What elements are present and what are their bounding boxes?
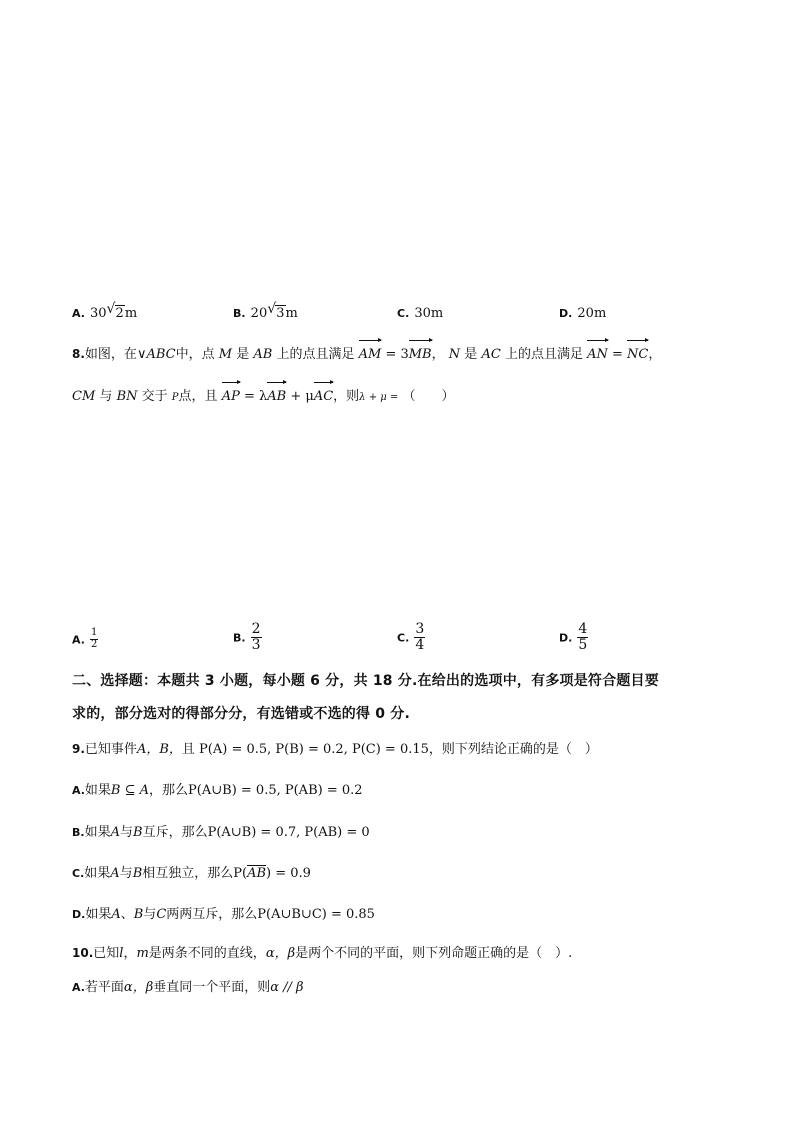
var: AB bbox=[253, 347, 273, 362]
math: B ⊆ A bbox=[110, 783, 150, 798]
text: 且 bbox=[181, 742, 195, 757]
text: 相互独立，那么 bbox=[142, 866, 234, 881]
option-label: D. bbox=[559, 631, 573, 645]
var: B bbox=[133, 907, 144, 922]
triangle-symbol: ∨ bbox=[136, 347, 147, 362]
unit: m bbox=[124, 306, 138, 321]
text: 交于 bbox=[141, 389, 168, 404]
text: 与 bbox=[99, 389, 113, 404]
text: 垂直同一个平面，则 bbox=[153, 980, 271, 995]
question-number: 8. bbox=[72, 347, 85, 361]
var: P bbox=[171, 392, 179, 403]
q7-option-b bbox=[233, 302, 298, 321]
op: = 3 bbox=[385, 347, 409, 362]
text: ， bbox=[123, 946, 137, 961]
q10-stem bbox=[72, 942, 572, 961]
fraction: $\frac{2}{3}$ bbox=[251, 621, 261, 653]
text: ， bbox=[648, 347, 662, 362]
option-label: C. bbox=[72, 867, 85, 880]
text: 是 bbox=[464, 347, 478, 362]
text: 、 bbox=[120, 907, 134, 922]
var: B bbox=[132, 866, 143, 881]
vector-AN: AN bbox=[587, 347, 608, 362]
var: M bbox=[218, 347, 233, 362]
op: + μ bbox=[290, 389, 314, 404]
option-label: C. bbox=[397, 631, 410, 645]
option-label: B. bbox=[233, 307, 246, 320]
text: 是 bbox=[236, 347, 250, 362]
text: 如果 bbox=[84, 866, 111, 881]
q7-option-a bbox=[72, 302, 137, 321]
math: P(A) = 0.5, P(B) = 0.2, P(C) = 0.15 bbox=[199, 742, 429, 757]
option-coef: 30 bbox=[90, 306, 107, 321]
question-number: 9. bbox=[72, 742, 85, 756]
text: 若平面 bbox=[84, 980, 124, 995]
q7-option-d bbox=[559, 302, 606, 321]
fraction: $\frac{4}{5}$ bbox=[578, 621, 588, 653]
vars: α，β bbox=[265, 946, 296, 961]
math-overline: AB bbox=[247, 866, 267, 881]
unit: m bbox=[285, 306, 298, 321]
section-heading-line2: 求的，部分选对的得部分分，有选错或不选的得 0 分. bbox=[72, 706, 411, 722]
vector-AP: AP bbox=[222, 389, 240, 404]
option-label: B. bbox=[233, 631, 246, 645]
var: CM bbox=[72, 389, 96, 404]
var: A bbox=[110, 866, 120, 881]
var: BN bbox=[116, 389, 138, 404]
var: m bbox=[136, 946, 149, 961]
q9-option-d bbox=[72, 903, 375, 922]
text: 与 bbox=[119, 825, 133, 840]
fraction: $\frac{3}{4}$ bbox=[415, 621, 425, 653]
text: 如果 bbox=[85, 907, 112, 922]
var: B bbox=[133, 825, 143, 840]
var: l bbox=[119, 946, 124, 961]
math: P( bbox=[233, 866, 248, 881]
vector-AC: AC bbox=[314, 389, 333, 404]
var: ABC bbox=[146, 347, 176, 362]
text: 上的点且满足 bbox=[504, 347, 583, 362]
var: N bbox=[448, 347, 461, 362]
var: A bbox=[110, 825, 120, 840]
option-label: A. bbox=[72, 981, 85, 994]
var: AC bbox=[481, 347, 501, 362]
math: α // β bbox=[270, 980, 304, 995]
q9-option-b bbox=[72, 821, 370, 840]
radicand: 3 bbox=[276, 306, 285, 321]
q7-option-c bbox=[397, 302, 443, 321]
option-coef: 20 bbox=[250, 306, 268, 321]
fraction: $\frac{1}{2}$ bbox=[91, 627, 98, 650]
text: ，则 bbox=[333, 389, 360, 404]
vars: A，B， bbox=[136, 742, 182, 757]
text: 两两互斥，那么 bbox=[166, 907, 258, 922]
text: 中，点 bbox=[175, 347, 215, 362]
option-value: 30m bbox=[414, 306, 444, 321]
text: 与 bbox=[119, 866, 133, 881]
vector-MB: MB bbox=[409, 347, 432, 362]
text: ，则下列结论正确的是（ ） bbox=[428, 742, 598, 757]
option-label: D. bbox=[559, 307, 573, 320]
sqrt: √ 2 bbox=[106, 301, 124, 321]
option-label: A. bbox=[72, 633, 85, 647]
option-label: A. bbox=[72, 784, 85, 797]
q8-option-d bbox=[559, 622, 588, 652]
option-label: D. bbox=[72, 908, 86, 921]
q9-stem bbox=[72, 738, 598, 757]
text: 如图，在 bbox=[84, 347, 137, 362]
option-label: C. bbox=[397, 307, 410, 320]
q9-option-a bbox=[72, 779, 363, 798]
math: P(A∪B∪C) = 0.85 bbox=[257, 907, 375, 922]
math: P(A∪B) = 0.7, P(AB) = 0 bbox=[207, 825, 370, 840]
q10-option-a bbox=[72, 976, 304, 995]
vars: α，β bbox=[123, 980, 154, 995]
q9-option-c bbox=[72, 862, 311, 881]
vector-AM: AM bbox=[359, 347, 382, 362]
answer-paren: （ ） bbox=[402, 389, 455, 404]
op: = bbox=[612, 347, 623, 362]
option-label: A. bbox=[72, 307, 85, 320]
option-value: 20m bbox=[577, 306, 607, 321]
expr: λ + μ = bbox=[359, 392, 399, 403]
text: 是两个不同的平面，则下列命题正确的是（ ）. bbox=[295, 946, 573, 961]
question-number: 10. bbox=[72, 946, 94, 960]
text: 互斥，那么 bbox=[142, 825, 208, 840]
text: 与 bbox=[143, 907, 157, 922]
text: 如果 bbox=[84, 783, 111, 798]
math: P(A∪B) = 0.5, P(AB) = 0.2 bbox=[188, 783, 363, 798]
q8-stem-line1 bbox=[72, 343, 661, 362]
vector-AB: AB bbox=[267, 389, 286, 404]
vector-NC: NC bbox=[627, 347, 648, 362]
q8-stem-line2 bbox=[72, 385, 454, 404]
op: = λ bbox=[243, 389, 268, 404]
option-label: B. bbox=[72, 826, 85, 839]
sqrt: √ 3 bbox=[267, 301, 285, 321]
text: ，那么 bbox=[149, 783, 189, 798]
text: 点，且 bbox=[178, 389, 218, 404]
math: ) = 0.9 bbox=[266, 866, 311, 881]
text: 是两条不同的直线， bbox=[148, 946, 266, 961]
q8-option-a bbox=[72, 628, 98, 650]
text: 如果 bbox=[84, 825, 111, 840]
var: A bbox=[111, 907, 121, 922]
q8-option-c bbox=[397, 622, 425, 652]
var: C bbox=[156, 907, 167, 922]
text: 上的点且满足 bbox=[276, 347, 355, 362]
radicand: 2 bbox=[115, 306, 124, 321]
q8-option-b bbox=[233, 622, 262, 652]
text: 已知 bbox=[93, 946, 120, 961]
text: 已知事件 bbox=[84, 742, 137, 757]
text: ， bbox=[431, 347, 445, 362]
section-heading-line1: 二、选择题：本题共 3 小题，每小题 6 分，共 18 分.在给出的选项中，有多项是符合题目要 bbox=[72, 673, 659, 689]
